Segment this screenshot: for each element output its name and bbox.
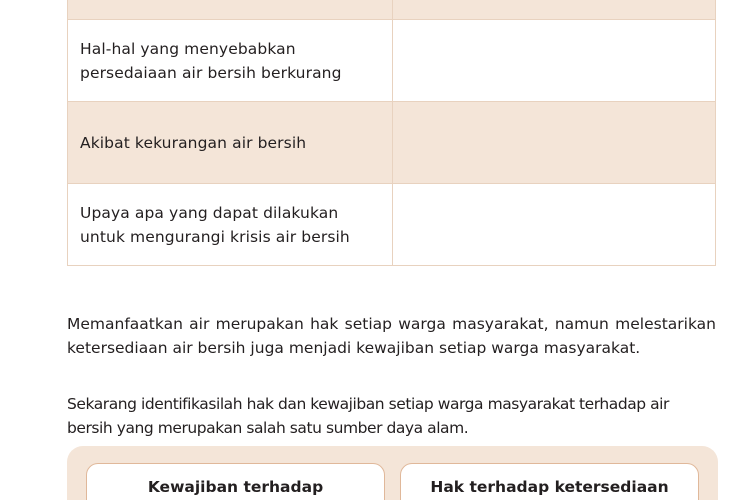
- obligation-box: [86, 463, 385, 500]
- table-cell-label: Upaya apa yang dapat dilakukan untuk mengurangi krisis air bersih: [68, 184, 393, 266]
- table-row: [68, 20, 716, 102]
- table-row: [68, 184, 716, 266]
- paragraph-instruction: Sekarang identifikasilah hak dan kewajiban setiap warga masyarakat terhadap air bersih yang merupakan salah satu sumber daya alam.: [67, 395, 669, 437]
- rights-box-title: Hak terhadap ketersediaan: [430, 478, 669, 496]
- table-row: [68, 102, 716, 184]
- rights-box: [400, 463, 699, 500]
- paragraph-rights-obligations: Memanfaatkan air merupakan hak setiap warga masyarakat, namun melestarikan ketersediaan air bersih juga menjadi kewajiban setiap warga masyarakat.: [67, 315, 716, 357]
- water-crisis-table: [67, 0, 716, 266]
- table-cell-label: Akibat kekurangan air bersih: [68, 102, 393, 184]
- table-cell-answer[interactable]: [393, 0, 716, 20]
- table-cell-label: [68, 0, 393, 20]
- table-cell-answer[interactable]: [393, 20, 716, 102]
- obligation-box-title: Kewajiban terhadap: [147, 478, 324, 496]
- table-cell-label: Hal-hal yang menyebabkan persedaiaan air bersih berkurang: [68, 20, 393, 102]
- table-row: [68, 0, 716, 20]
- table-cell-answer[interactable]: [393, 184, 716, 266]
- table-cell-answer[interactable]: [393, 102, 716, 184]
- activity-panel: [67, 446, 718, 500]
